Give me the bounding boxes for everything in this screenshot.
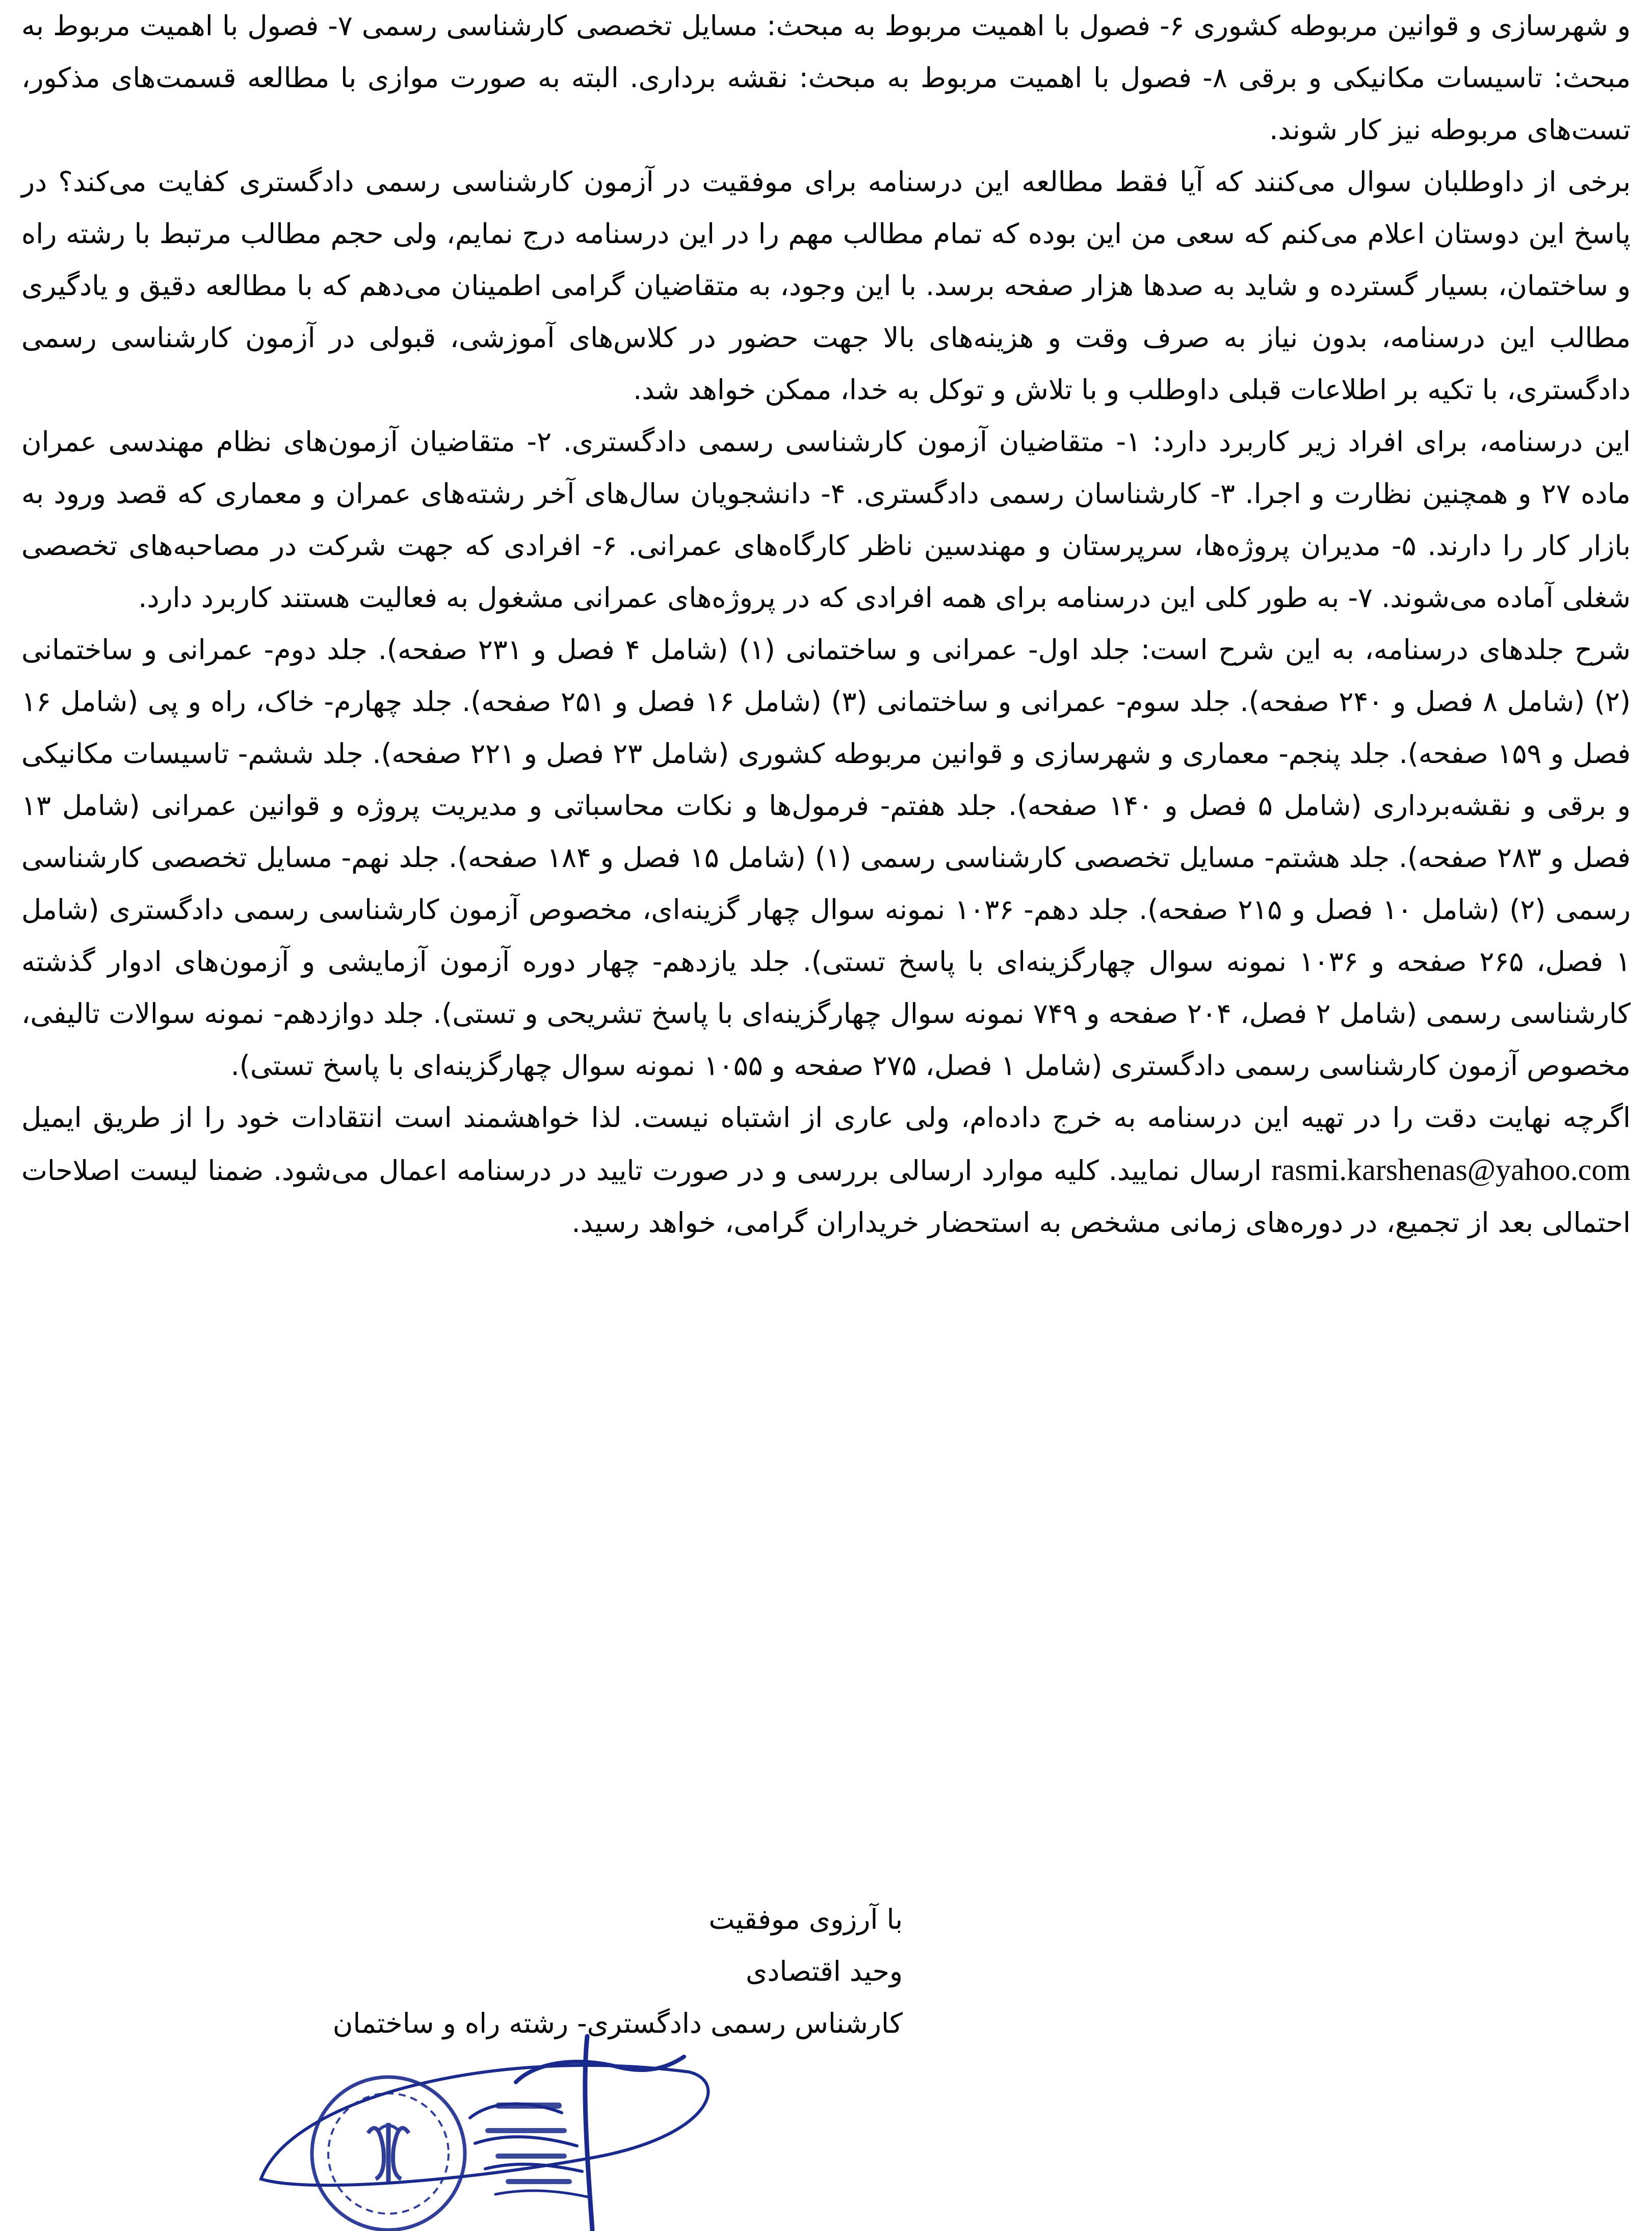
signature-title: کارشناس رسمی دادگستری- رشته راه و ساختمان xyxy=(332,2007,903,2039)
document-body xyxy=(21,0,1631,1249)
stamp-icon xyxy=(312,2077,465,2230)
paragraph-volumes: شرح جلدهای درسنامه، به این شرح است: جلد اول- عمرانی و ساختمانی (۱) (شامل ۴ فصل و ۲۳۱ صفحه). جلد دوم- عمرانی و ساختمانی (۲) (شامل ۸ فصل و ۲۴۰ صفحه). جلد سوم- عمرانی و ساختمانی (۳) (شامل ۱۶ فصل و ۲۵۱ صفحه). جلد چهارم- خاک، راه و پی (شامل ۱۶ فصل و ۱۵۹ صفحه). جلد پنجم- معماری و شهرسازی و قوانین مربوطه کشوری (شامل ۲۳ فصل و ۲۲۱ صفحه). جلد ششم- تاسیسات مکانیکی و برقی و نقشه‌برداری (شامل ۵ فصل و ۱۴۰ صفحه). جلد هفتم- فرمول‌ها و نکات محاسباتی و مدیریت پروژه و قوانین عمرانی (شامل ۱۳ فصل و ۲۸۳ صفحه). جلد هشتم- مسایل تخصصی کارشناسی رسمی (۱) (شامل ۱۵ فصل و ۱۸۴ صفحه). جلد نهم- مسایل تخصصی کارشناسی رسمی (۲) (شامل ۱۰ فصل و ۲۱۵ صفحه). جلد دهم- ۱۰۳۶ نمونه سوال چهار گزینه‌ای، مخصوص آزمون کارشناسی رسمی دادگستری (شامل ۱ فصل، ۲۶۵ صفحه و ۱۰۳۶ نمونه سوال چهارگزینه‌ای با پاسخ تستی). جلد یازدهم- چهار دوره آزمون آزمایشی و آزمون‌های ادوار گذشته کارشناسی رسمی (شامل ۲ فصل، ۲۰۴ صفحه و ۷۴۹ نمونه سوال چهارگزینه‌ای با پاسخ تشریحی و تستی). جلد دوازدهم- نمونه سوالات تالیفی، مخصوص آزمون کارشناسی رسمی دادگستری (شامل ۱ فصل، ۲۷۵ صفحه و ۱۰۵۵ نمونه سوال چهارگزینه‌ای با پاسخ تستی). xyxy=(21,634,1631,1082)
paragraph-feedback xyxy=(21,1092,1631,1249)
signature-wish: با آرزوی موفقیت xyxy=(709,1903,903,1935)
paragraph-study-chapters: و شهرسازی و قوانین مربوطه کشوری ۶- فصول با اهمیت مربوط به مبحث: مسایل تخصصی کارشناسی رسمی ۷- فصول با اهمیت مربوط به مبحث: تاسیسات مکانیکی و برقی ۸- فصول با اهمیت مربوط به مبحث: نقشه برداری. البته به صورت موازی با مطالعه قسمت‌های مذکور، تست‌های مربوطه نیز کار شوند. xyxy=(21,10,1631,146)
feedback-text-after-email: ارسال نمایید. کلیه موارد ارسالی بررسی و در صورت تایید در درسنامه اعمال می‌شود. ضمنا لیست اصلاحات احتمالی بعد از تجمیع، در دوره‌های زمانی مشخص به استحضار خریداران گرامی، خواهد رسید. xyxy=(21,1154,1631,1239)
feedback-text-before-email: اگرچه نهایت دقت را در تهیه این درسنامه به خرج داده‌ام، ولی عاری از اشتباه نیست. لذا خواهشمند است انتقادات خود را از طریق ایمیل xyxy=(21,1101,1631,1134)
official-seal-and-signature xyxy=(230,2026,730,2231)
paragraph-sufficiency: برخی از داوطلبان سوال می‌کنند که آیا فقط مطالعه این درسنامه برای موفقیت در آزمون کارشناسی رسمی دادگستری کفایت می‌کند؟ در پاسخ این دوستان اعلام می‌کنم که سعی من این بوده که تمام مطالب مهم را در این درسنامه درج نمایم، ولی حجم مطالب مرتبط با رشته راه و ساختمان، بسیار گسترده و شاید به صدها هزار صفحه برسد. با این وجود، به متقاضیان گرامی اطمینان می‌دهم که با مطالعه دقیق و یادگیری مطالب این درسنامه، بدون نیاز به صرف وقت و هزینه‌های بالا جهت حضور در کلاس‌های آموزشی، قبولی در آزمون کارشناسی رسمی دادگستری، با تکیه بر اطلاعات قبلی داوطلب و با تلاش و توکل به خدا، ممکن خواهد شد. xyxy=(21,166,1631,406)
feedback-email: rasmi.karshenas@yahoo.com xyxy=(1271,1153,1631,1187)
paragraph-audience: این درسنامه، برای افراد زیر کاربرد دارد: ۱- متقاضیان آزمون کارشناسی رسمی دادگستری. ۲- متقاضیان آزمون‌های نظام مهندسی عمران ماده ۲۷ و همچنین نظارت و اجرا. ۳- کارشناسان رسمی دادگستری. ۴- دانشجویان سال‌های آخر رشته‌های عمران و معماری که قصد ورود به بازار کار را دارند. ۵- مدیران پروژه‌ها، سرپرستان و مهندسین ناظر کارگاه‌های عمرانی. ۶- افرادی که جهت شرکت در مصاحبه‌های تخصصی شغلی آماده می‌شوند. ۷- به طور کلی این درسنامه برای همه افرادی که در پروژه‌های عمرانی مشغول به فعالیت هستند کاربرد دارد. xyxy=(21,426,1631,614)
signature-name: وحید اقتصادی xyxy=(746,1955,903,1987)
